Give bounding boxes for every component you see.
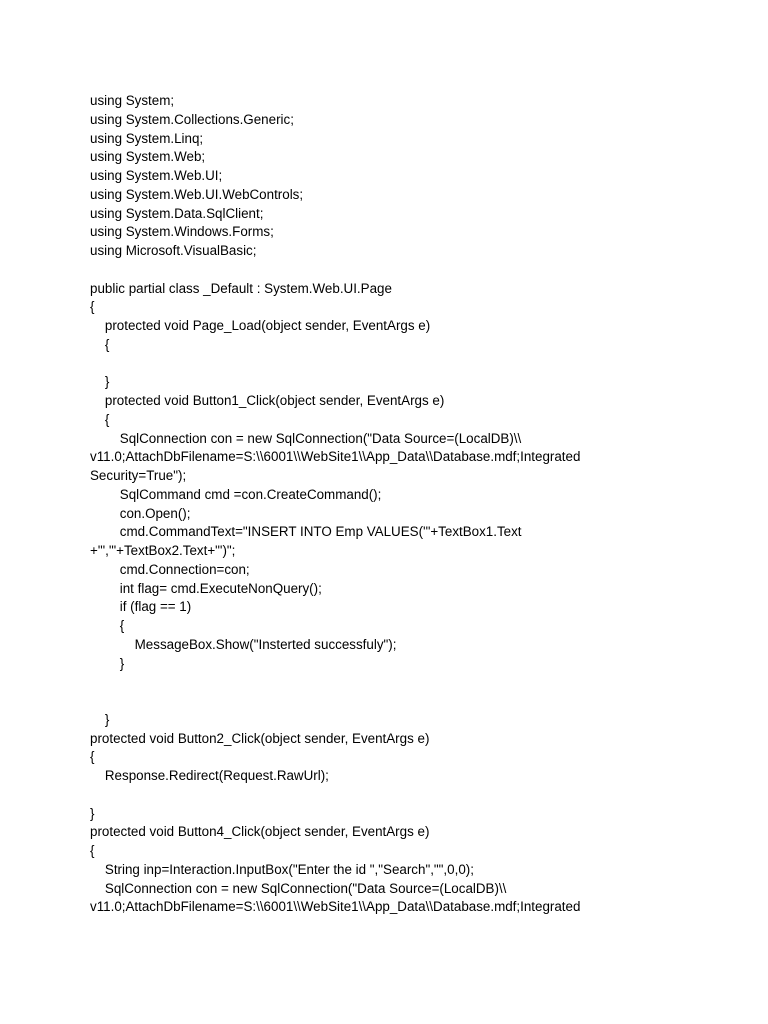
code-listing	[90, 92, 710, 917]
code-line: {	[90, 336, 110, 352]
code-line: int flag= cmd.ExecuteNonQuery();	[90, 580, 322, 596]
code-line: using System.Windows.Forms;	[90, 224, 274, 240]
code-line: {	[90, 411, 110, 427]
code-line: MessageBox.Show("Insterted successfuly");	[90, 636, 397, 652]
code-line: con.Open();	[90, 505, 191, 521]
code-line: {	[90, 749, 95, 765]
code-line	[90, 355, 710, 374]
code-line: using System.Data.SqlClient;	[90, 205, 264, 221]
code-line	[90, 692, 710, 711]
code-line: Security=True");	[90, 468, 187, 483]
code-line: using Microsoft.VisualBasic;	[90, 243, 257, 258]
code-line: using System.Linq;	[90, 130, 204, 146]
code-line	[90, 786, 710, 805]
code-line: v11.0;AttachDbFilename=S:\\6001\\WebSite1\\App_Data\\Database.mdf;Integrated	[90, 449, 581, 465]
code-line: public partial class _Default : System.Web.UI.Page	[90, 280, 392, 296]
code-line: +"','"+TextBox2.Text+"')";	[90, 543, 236, 558]
code-line: if (flag == 1)	[90, 599, 192, 615]
code-line: SqlConnection con = new SqlConnection("Data Source=(LocalDB)\\	[90, 880, 507, 896]
code-line: using System.Collections.Generic;	[90, 111, 294, 127]
code-line: }	[90, 711, 110, 727]
code-line	[90, 673, 710, 692]
code-line: using System.Web;	[90, 149, 206, 165]
code-line: }	[90, 655, 125, 671]
code-line: using System;	[90, 93, 175, 108]
code-line: v11.0;AttachDbFilename=S:\\6001\\WebSite1\\App_Data\\Database.mdf;Integrated	[90, 899, 581, 915]
code-line: cmd.Connection=con;	[90, 561, 250, 577]
code-line: }	[90, 805, 95, 821]
code-line: SqlCommand cmd =con.CreateCommand();	[90, 486, 382, 502]
code-line: using System.Web.UI;	[90, 168, 223, 183]
code-line: protected void Button2_Click(object sender, EventArgs e)	[90, 730, 430, 746]
code-line	[90, 261, 710, 280]
code-line: Response.Redirect(Request.RawUrl);	[90, 768, 329, 783]
code-line: {	[90, 843, 95, 858]
code-line: cmd.CommandText="INSERT INTO Emp VALUES('"+TextBox1.Text	[90, 524, 522, 540]
code-line: protected void Page_Load(object sender, EventArgs e)	[90, 318, 431, 333]
code-line: SqlConnection con = new SqlConnection("Data Source=(LocalDB)\\	[90, 430, 522, 446]
code-line: protected void Button1_Click(object sender, EventArgs e)	[90, 393, 445, 408]
code-line: protected void Button4_Click(object sender, EventArgs e)	[90, 824, 430, 840]
code-line: using System.Web.UI.WebControls;	[90, 186, 304, 202]
code-line: {	[90, 618, 125, 633]
code-line: {	[90, 299, 95, 315]
code-line: }	[90, 374, 110, 390]
code-line: String inp=Interaction.InputBox("Enter the id ","Search","",0,0);	[90, 861, 474, 877]
